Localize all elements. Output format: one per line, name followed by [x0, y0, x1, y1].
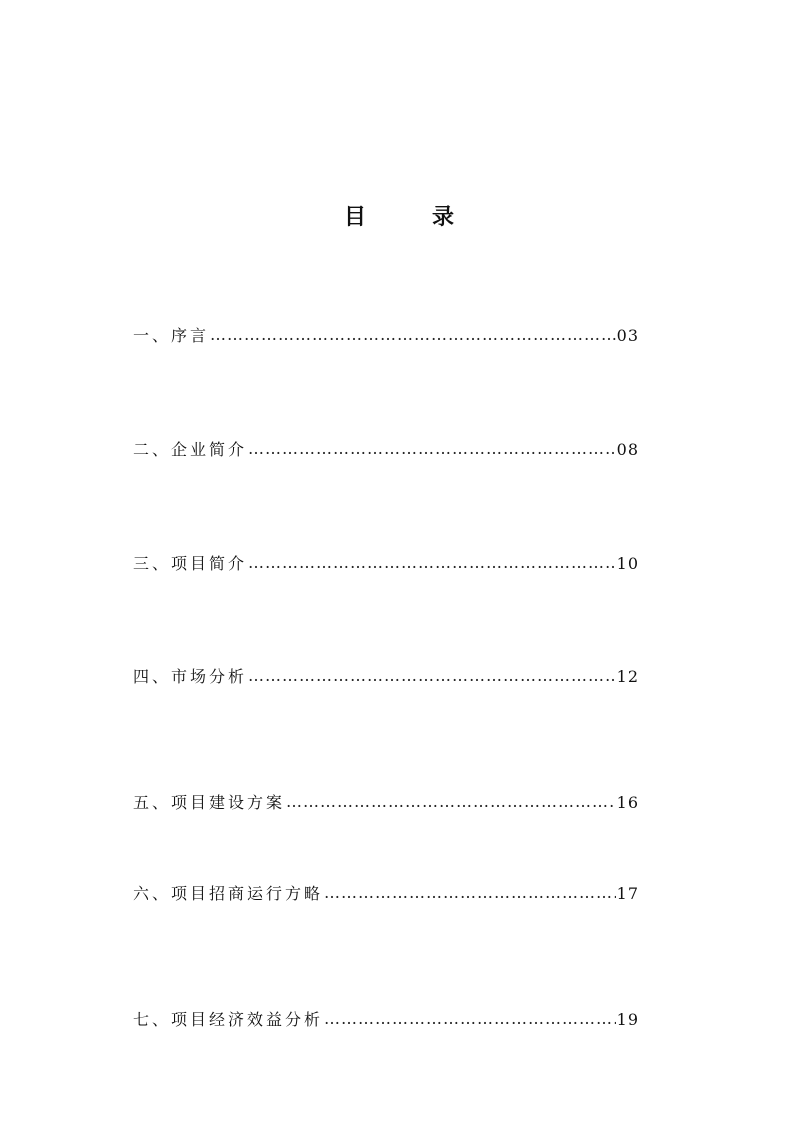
- toc-dot-leader: [286, 792, 616, 811]
- toc-entry-page-number: 08: [616, 440, 639, 459]
- toc-entry-number: 一、: [133, 326, 172, 345]
- toc-entry-label: 企业简介: [171, 440, 248, 459]
- toc-entry-label: 序言: [171, 326, 210, 345]
- toc-entry-project-intro[interactable]: [133, 551, 639, 575]
- toc-entry-number: 四、: [133, 667, 172, 686]
- toc-entry-preface[interactable]: [133, 323, 639, 347]
- toc-entry-page-number: 10: [616, 554, 639, 573]
- toc-entry-market-analysis[interactable]: [133, 664, 639, 688]
- toc-dot-leader: [248, 439, 616, 458]
- toc-entry-label: 项目经济效益分析: [171, 1010, 324, 1029]
- toc-entry-number: 五、: [133, 793, 172, 812]
- toc-dot-leader: [248, 666, 616, 685]
- toc-entry-page-number: 03: [616, 326, 639, 345]
- toc-entry-label: 项目建设方案: [171, 793, 286, 812]
- toc-entry-construction-plan[interactable]: [133, 790, 639, 814]
- toc-entry-number: 二、: [133, 440, 172, 459]
- toc-title-char-1: 目: [343, 205, 368, 230]
- toc-entry-number: 三、: [133, 554, 172, 573]
- toc-entry-number: 七、: [133, 1010, 172, 1029]
- toc-entry-economic-analysis[interactable]: [133, 1007, 639, 1031]
- toc-entry-label: 项目简介: [171, 554, 248, 573]
- toc-dot-leader: [248, 553, 616, 572]
- toc-entry-label: 市场分析: [171, 667, 248, 686]
- toc-entry-page-number: 17: [616, 884, 639, 903]
- toc-entry-number: 六、: [133, 884, 172, 903]
- toc-entry-investment-strategy[interactable]: [133, 881, 639, 905]
- toc-dot-leader: [324, 883, 616, 902]
- toc-entry-page-number: 16: [616, 793, 639, 812]
- toc-entry-label: 项目招商运行方略: [171, 884, 324, 903]
- toc-dot-leader: [210, 325, 616, 344]
- toc-entry-page-number: 12: [616, 667, 639, 686]
- toc-title: [0, 200, 800, 231]
- toc-title-char-2: 录: [431, 205, 456, 230]
- toc-entry-company-intro[interactable]: [133, 437, 639, 461]
- toc-entry-page-number: 19: [616, 1010, 639, 1029]
- toc-dot-leader: [324, 1009, 616, 1028]
